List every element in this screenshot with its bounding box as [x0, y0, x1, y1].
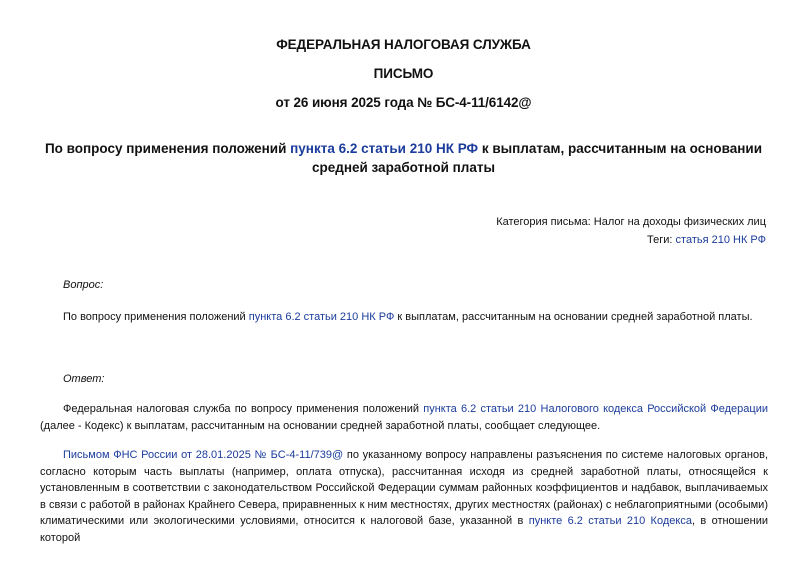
question-suffix: к выплатам, рассчитанным на основании средней заработной платы.: [394, 311, 753, 323]
answer-p1-prefix: Федеральная налоговая служба по вопросу применения положений: [63, 403, 424, 415]
answer-p2-suffix: , в отношении которой: [40, 515, 768, 544]
answer-p2-letter-link[interactable]: Письмом ФНС России от 28.01.2025 № БС-4-11/739@: [63, 449, 344, 461]
question-text: [63, 309, 768, 326]
answer-p2-law-link[interactable]: пункте 6.2 статьи 210 Кодекса: [528, 515, 692, 527]
answer-paragraph-1: [40, 401, 768, 434]
letter-category: [496, 216, 766, 228]
answer-p1-law-link[interactable]: пункта 6.2 статьи 210 Налогового кодекса Российской Федерации: [423, 403, 768, 415]
agency-title: ФЕДЕРАЛЬНАЯ НАЛОГОВАЯ СЛУЖБА: [276, 37, 531, 52]
question-label: Вопрос:: [63, 279, 104, 291]
category-value: Налог на доходы физических лиц: [593, 216, 766, 228]
document-number: от 26 июня 2025 года № БС-4-11/6142@: [275, 95, 532, 110]
question-law-link[interactable]: пункта 6.2 статьи 210 НК РФ: [248, 311, 395, 323]
answer-p1-suffix: (далее - Кодекс) к выплатам, рассчитанным на основании средней заработной платы, сообщает следующее.: [40, 419, 601, 432]
subject-prefix: По вопросу применения положений: [44, 141, 291, 156]
letter-subject: [40, 139, 767, 177]
tags-label: Теги:: [647, 234, 676, 246]
answer-paragraph-2: [40, 447, 768, 546]
tag-link[interactable]: статья 210 НК РФ: [675, 234, 766, 246]
subject-law-link[interactable]: пункта 6.2 статьи 210 НК РФ: [290, 141, 479, 156]
subject-suffix: к выплатам, рассчитанным на основании средней заработной платы: [311, 141, 763, 175]
letter-tags: [647, 234, 766, 246]
answer-p2-middle: по указанному вопросу направлены разъяснения по системе налоговых органов, согласно которым часть выплаты (например, оплата отпуска), рассчитанная исходя из средней заработной платы, относящейся к установленным в соответствии с законодательством Российской Федерации суммам районных коэффициентов и надбавок, выплачиваемых в связи с работой в районах Крайнего Севера, приравненных к ним местностях, других местностях (районах) с неблагоприятными (особыми) климатическими или экологическими условиями, относится к налоговой базе, указанной в: [40, 449, 768, 527]
question-prefix: По вопросу применения положений: [63, 311, 249, 323]
category-label: Категория письма:: [496, 216, 594, 228]
document-type: ПИСЬМО: [373, 66, 434, 81]
answer-label: Ответ:: [63, 373, 105, 385]
